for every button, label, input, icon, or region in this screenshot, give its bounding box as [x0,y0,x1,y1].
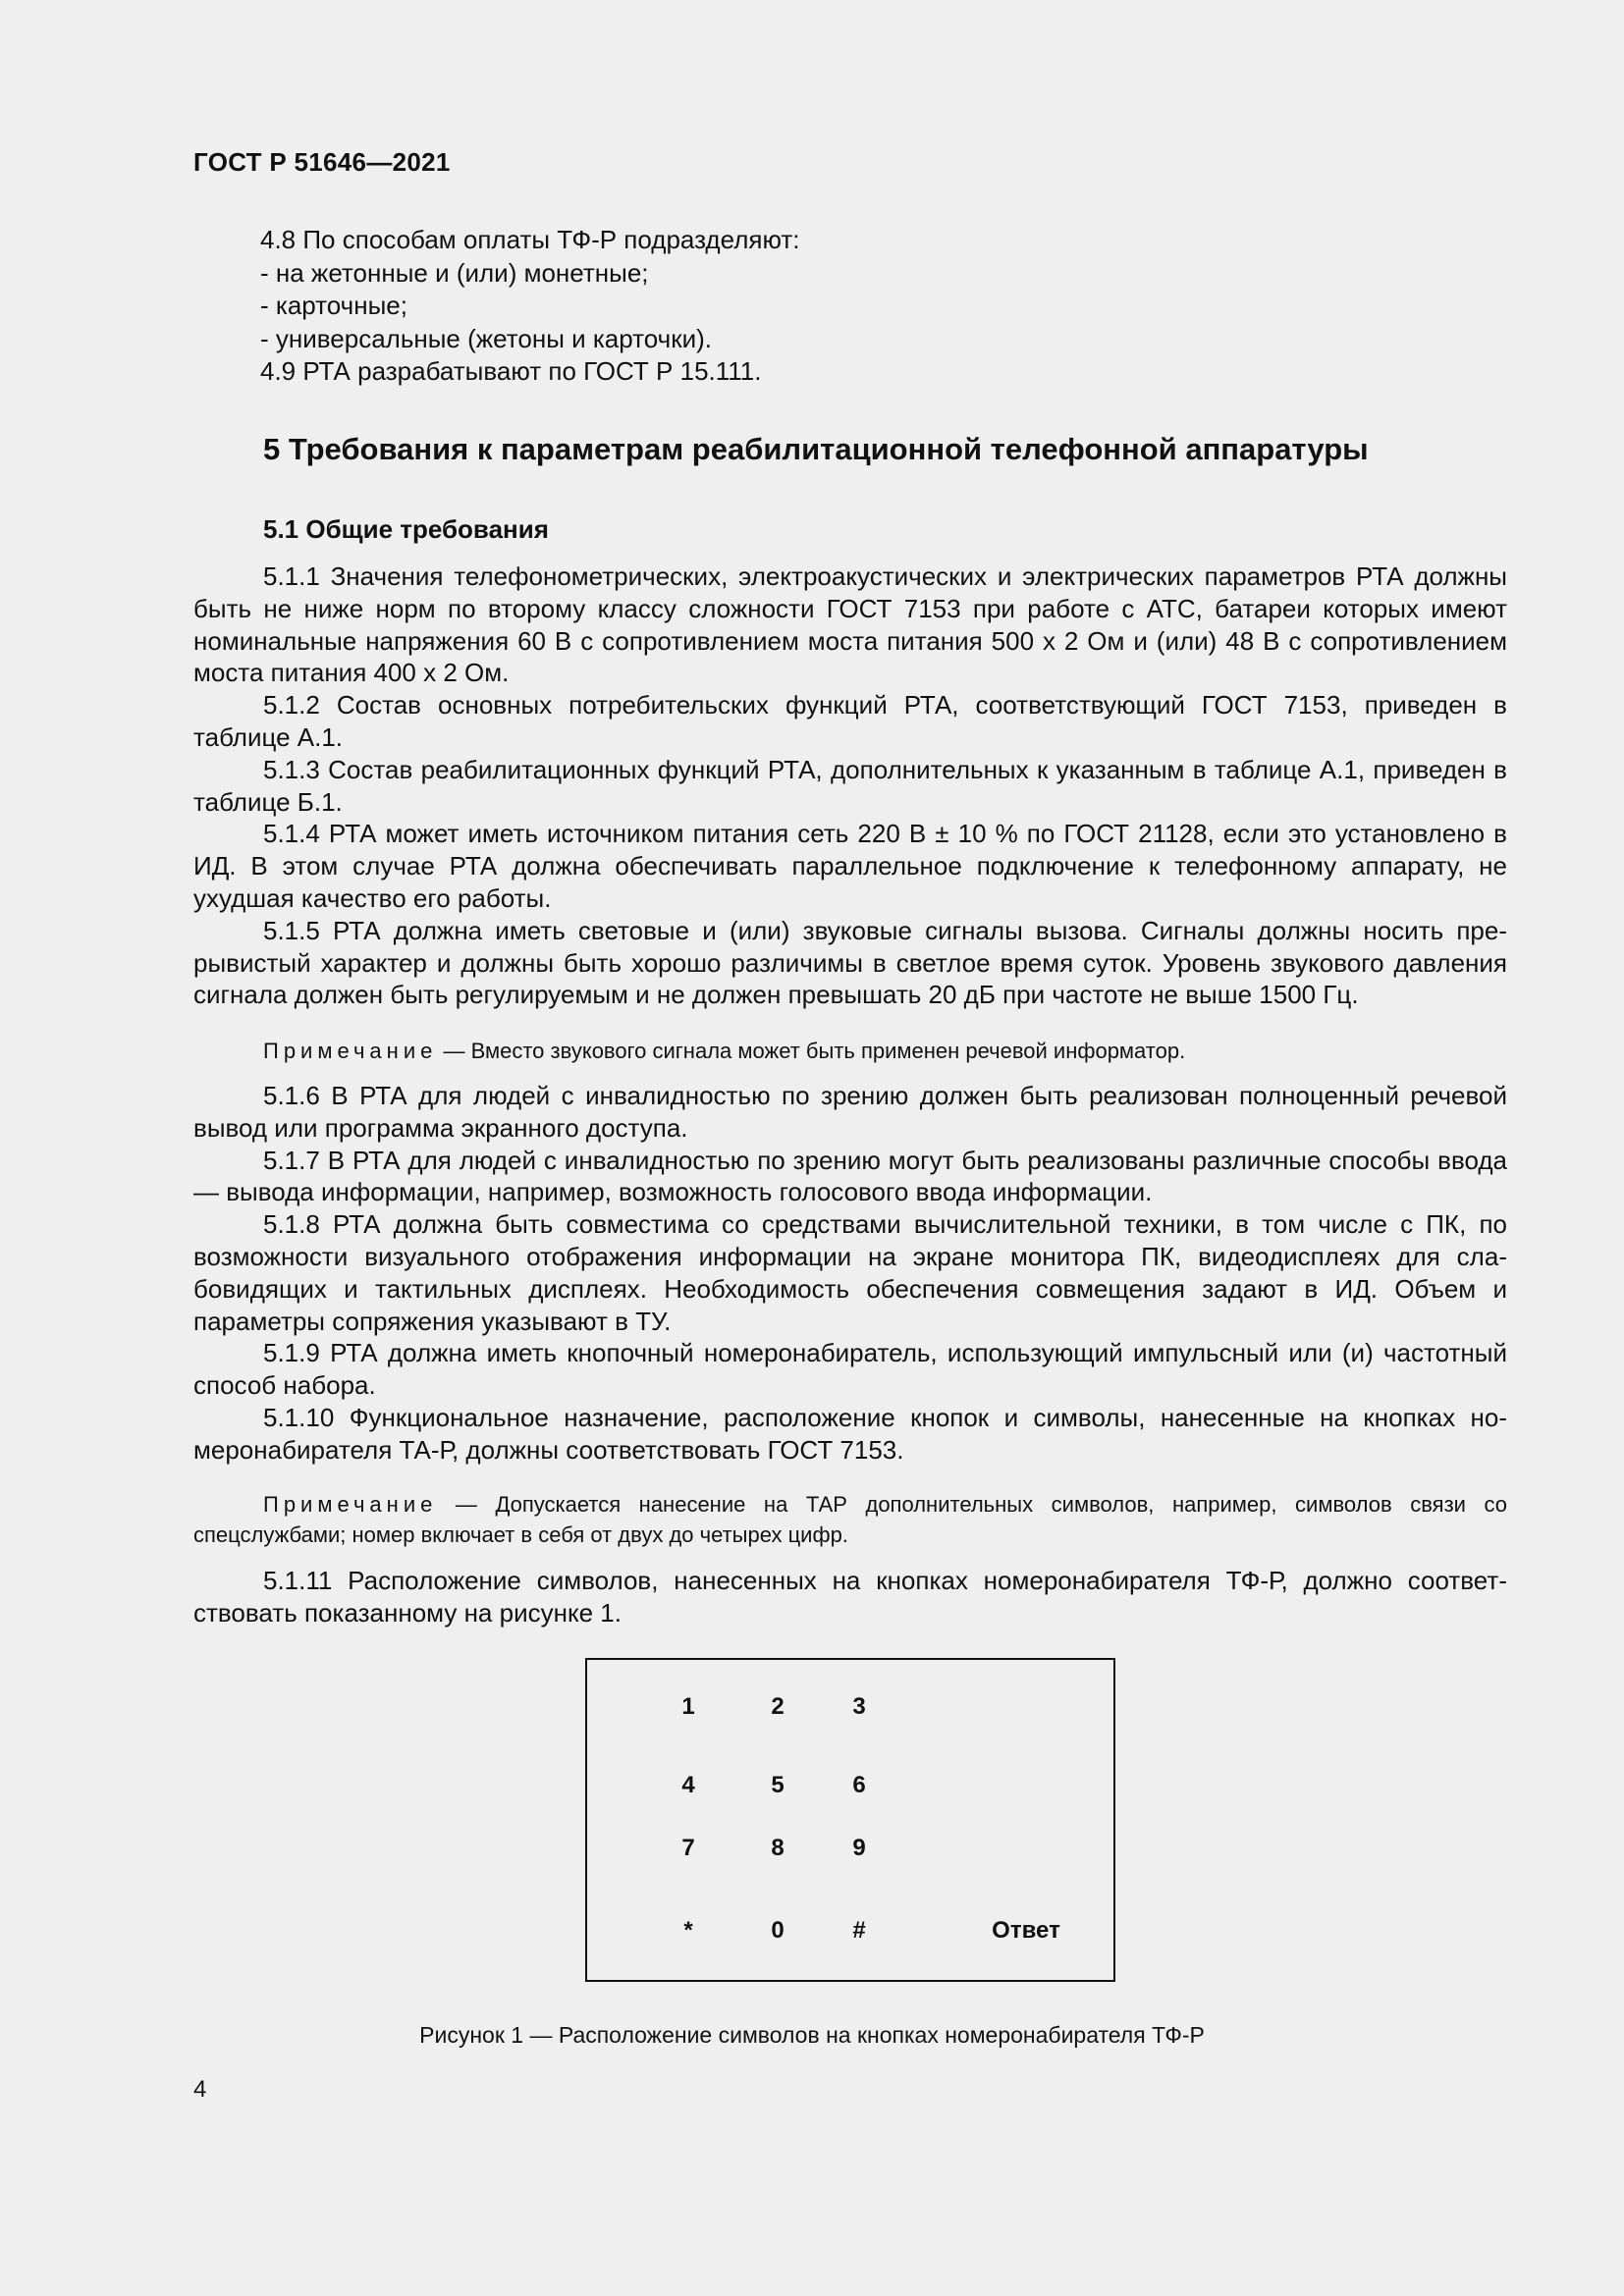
key-7: 7 [681,1835,695,1861]
list-line: 4.9 РТА разрабатывают по ГОСТ Р 15.111. [260,356,762,386]
key-answer: Ответ [992,1917,1060,1944]
paragraph: 5.1.7 В РТА для людей с инвалидностью по зрению могут быть реализованы различные способы ввода — вывода информации, например, возможность голосового ввода информации. [193,1145,1507,1207]
paragraph: 5.1.11 Расположение символов, нанесенных на кнопках номеронабирателя ТФ-Р, должно соответствовать показанному на рисунке 1. [193,1566,1507,1628]
document-header: ГОСТ Р 51646—2021 [193,147,451,177]
key-1: 1 [681,1693,695,1720]
paragraph: 5.1.8 РТА должна быть совместима со средствами вычислительной техники, в том числе с ПК, по возможности визуального отображения информации на экране монитора ПК, видеодисплеях для слабовидящих и тактильных дисплеях. Необходимость обеспечения совмещения задают в ИД. Объем и параметры сопряжения указывают в ТУ. [193,1209,1507,1336]
key-5: 5 [771,1772,785,1798]
key-8: 8 [771,1835,785,1861]
list-line: 4.8 По способам оплаты ТФ-Р подразделяют: [260,225,800,254]
list-line: - универсальные (жетоны и карточки). [260,323,712,353]
payment-list [260,224,800,389]
key-hash: # [852,1917,866,1944]
paragraph: 5.1.4 РТА может иметь источником питания сеть 220 В ± 10 % по ГОСТ 21128, если это установлено в ИД. В этом случае РТА должна обеспечивать параллельное подключение к телефонному аппарату, не ухудшая качество его работы. [193,819,1507,913]
list-line: - на жетонные и (или) монетные; [260,257,649,288]
key-0: 0 [771,1917,785,1944]
key-4: 4 [681,1772,695,1798]
page-number: 4 [193,2076,207,2103]
note-1 [193,1036,1507,1066]
paragraph: 5.1.6 В РТА для людей с инвалидностью по зрению должен быть реализован полноценный речевой вывод или программа экранного доступа. [193,1081,1507,1143]
figure-caption: Рисунок 1 — Расположение символов на кнопках номеронабирателя ТФ-Р [419,2022,1205,2048]
list-line: - карточные; [260,291,407,320]
paragraph: 5.1.3 Состав реабилитационных функций РТА, дополнительных к указанным в таблице А.1, приведен в таблице Б.1. [193,754,1507,817]
key-6: 6 [852,1772,866,1798]
note-2 [193,1489,1507,1550]
key-star: * [683,1917,693,1944]
note-label: Примечание [263,1492,438,1517]
paragraph: 5.1.5 РТА должна иметь световые и (или) звуковые сигналы вызова. Сигналы должны носить прерывистый характер и должны быть хорошо различимы в светлое время суток. Уровень звукового давления сигнала должен быть регулируемым и не должен превышать 20 дБ при частоте не выше 1500 Гц. [193,915,1507,1010]
section-title: 5 Требования к параметрам реабилитационной телефонной аппаратуры [263,432,1369,466]
paragraph: 5.1.9 РТА должна иметь кнопочный номеронабиратель, использующий импульсный или (и) частотный способ набора. [193,1338,1507,1401]
note-text: — Вместо звукового сигнала может быть применен речевой информатор. [437,1039,1186,1063]
paragraph-block-a [193,561,1507,1011]
keypad-figure [585,1658,1115,1982]
note-text: — Допускается нанесение на ТАР дополнительных символов, например, символов связи со спецслужбами; номер включает в себя от двух до четырех цифр. [193,1492,1507,1547]
note-label: Примечание [263,1039,438,1063]
key-9: 9 [852,1835,866,1861]
key-2: 2 [771,1693,785,1720]
paragraph: 5.1.1 Значения телефонометрических, электроакустических и электрических параметров РТА должны быть не ниже норм по второму классу сложности ГОСТ 7153 при работе с АТС, батареи которых имеют номинальные напряжения 60 В с сопротивлением моста питания 500 х 2 Ом и (или) 48 В с сопротивлением моста питания 400 х 2 Ом. [193,561,1507,688]
subsection-title: 5.1 Общие требования [263,514,549,544]
key-3: 3 [852,1693,866,1720]
paragraph: 5.1.2 Состав основных потребительских функций РТА, соответствующий ГОСТ 7153, приведен в таблице А.1. [193,690,1507,752]
paragraph-block-b [193,1080,1507,1467]
paragraph-block-c [193,1565,1507,1629]
paragraph: 5.1.10 Функциональное назначение, расположение кнопок и символы, нанесенные на кнопках номеронабирателя ТА-Р, должны соответствовать ГОСТ 7153. [193,1402,1507,1465]
